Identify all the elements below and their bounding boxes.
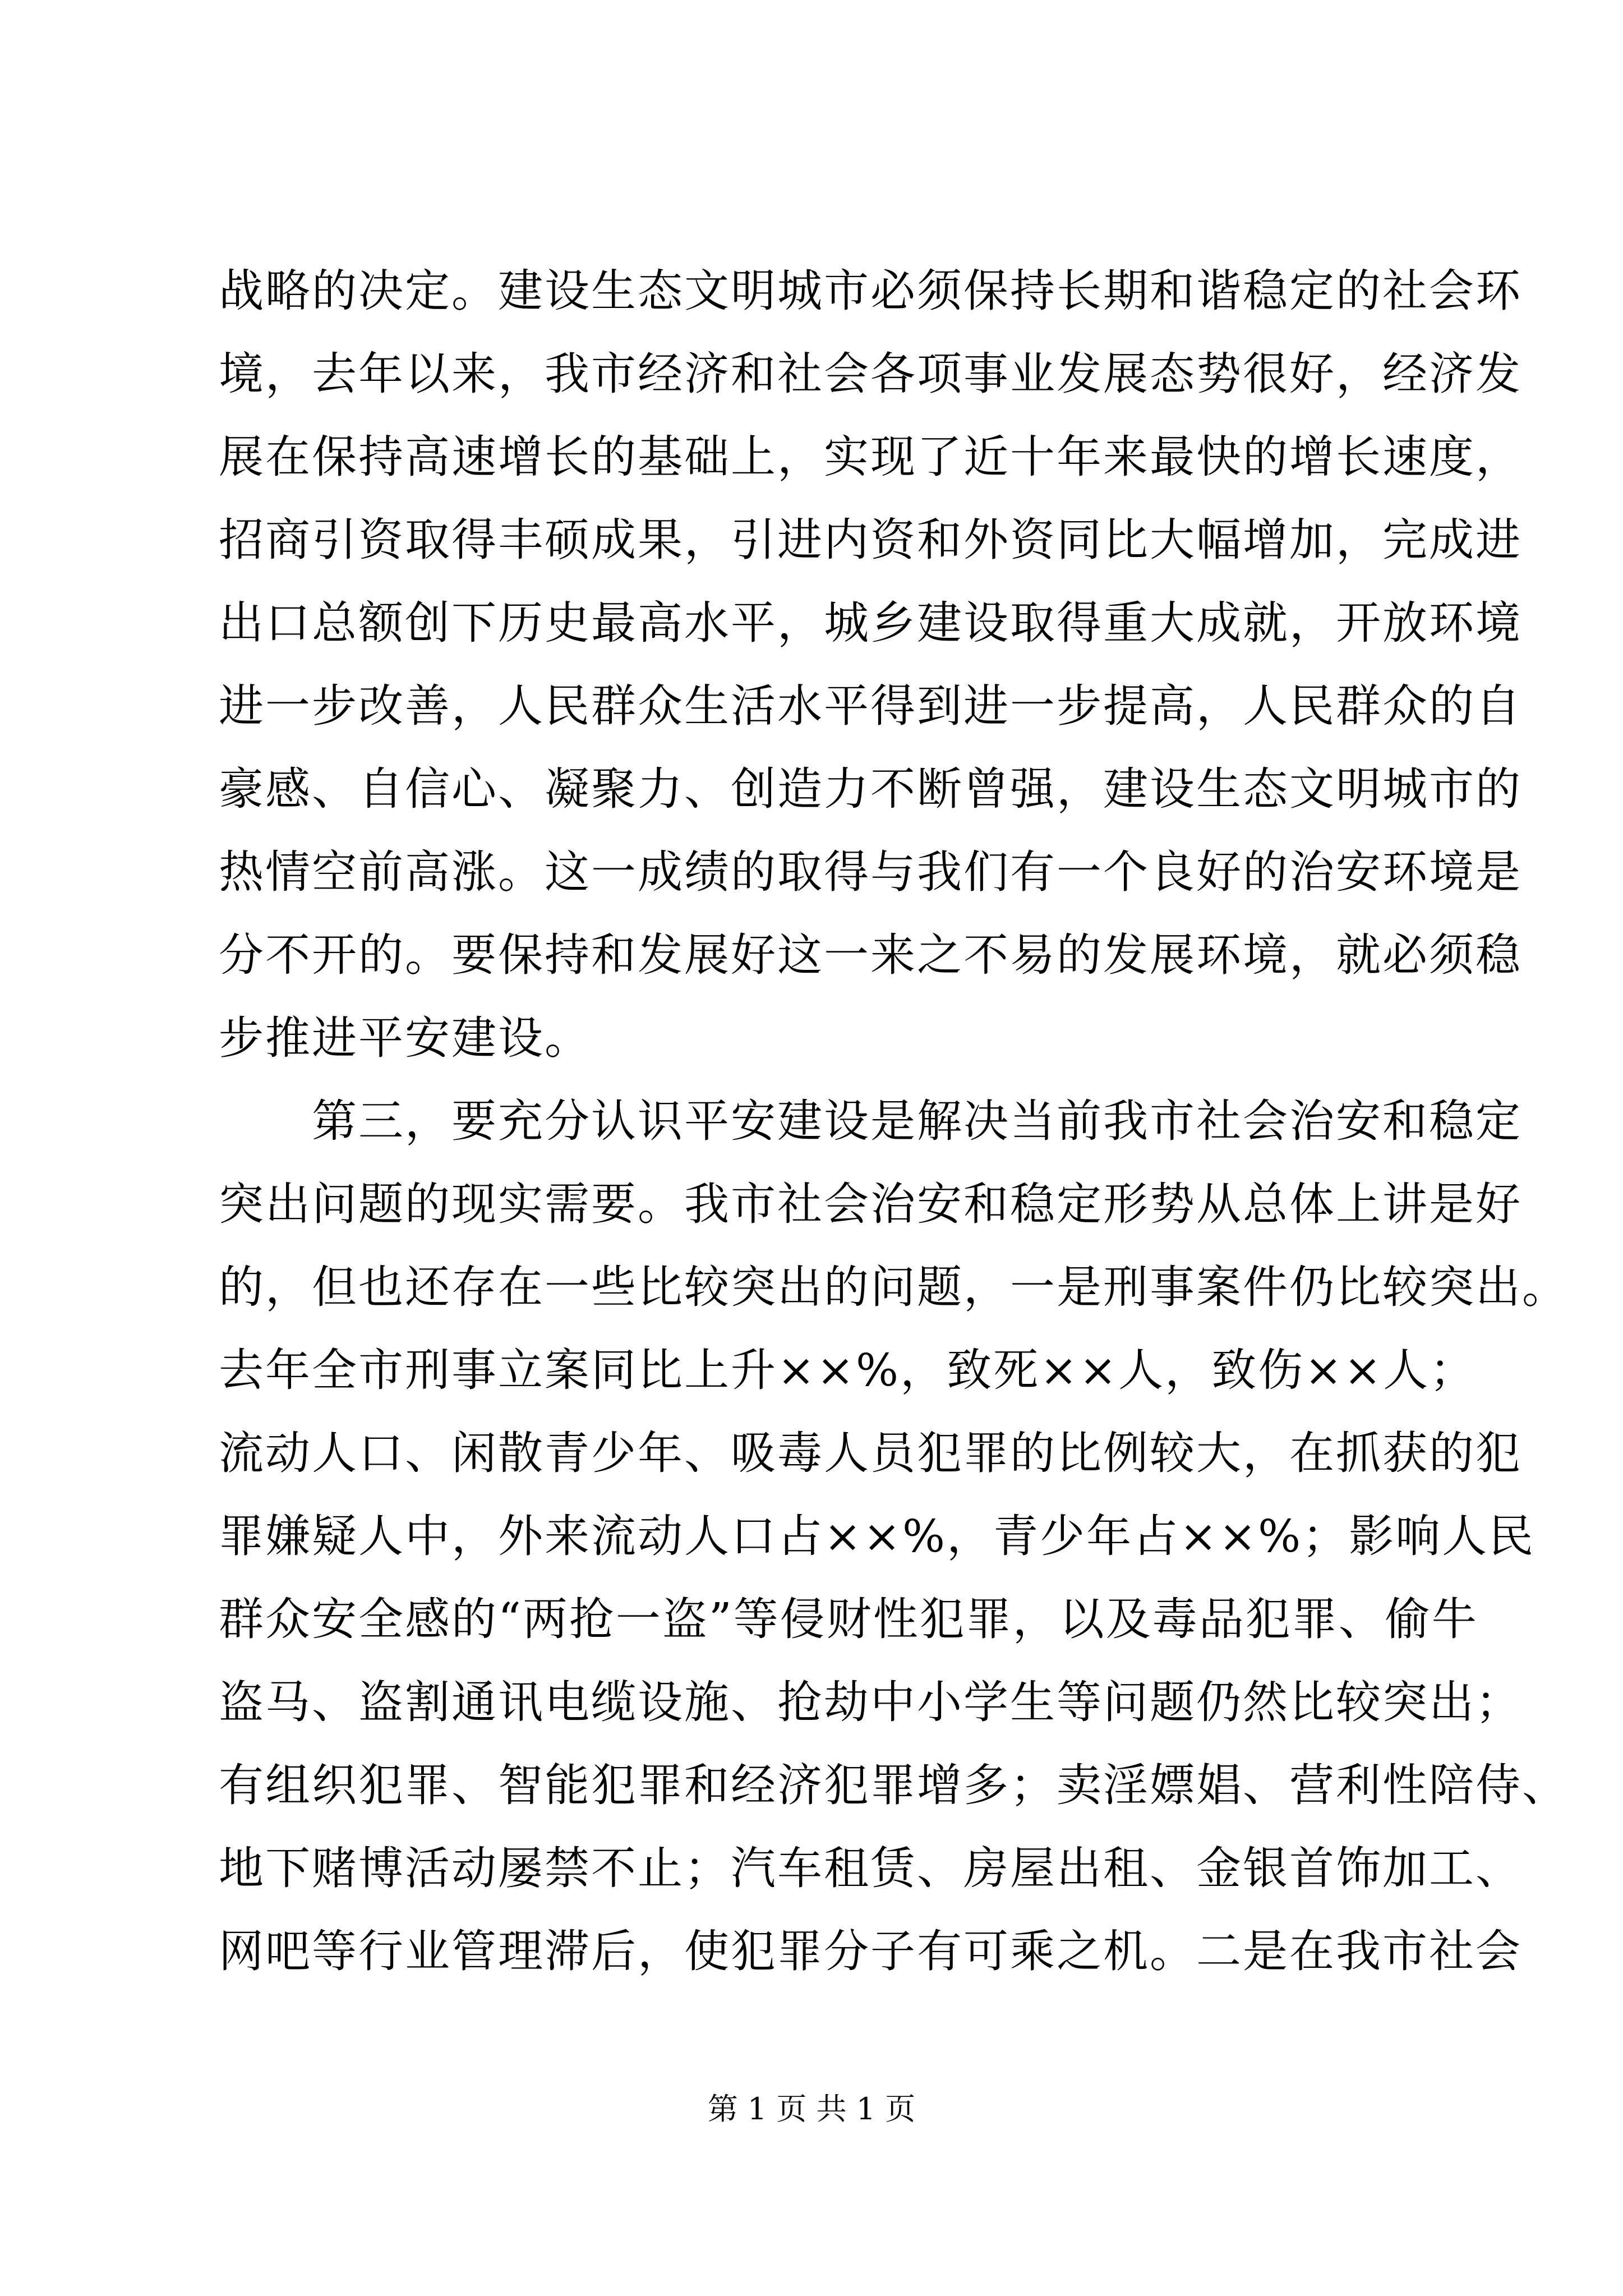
text-line: 展在保持高速增长的基础上，实现了近十年来最快的增长速度， — [219, 431, 1522, 483]
text-line: 进一步改善，人民群众生活水平得到进一步提高，人民群众的自 — [219, 680, 1522, 732]
text-line: 去年全市刑事立案同比上升××%，致死××人，致伤××人； — [219, 1344, 1477, 1396]
text-line: 地下赌博活动屡禁不止；汽车租赁、房屋出租、金银首饰加工、 — [219, 1842, 1522, 1894]
text-line: 罪嫌疑人中，外来流动人口占××%，青少年占××%；影响人民 — [219, 1510, 1536, 1562]
text-line: 有组织犯罪、智能犯罪和经济犯罪增多；卖淫嫖娼、营利性陪侍、 — [219, 1759, 1569, 1811]
text-line: 的，但也还存在一些比较突出的问题，一是刑事案件仍比较突出。 — [219, 1261, 1569, 1313]
text-line: 分不开的。要保持和发展好这一来之不易的发展环境，就必须稳 — [219, 929, 1522, 981]
text-line: 网吧等行业管理滞后，使犯罪分子有可乘之机。二是在我市社会 — [219, 1925, 1522, 1977]
text-line: 突出问题的现实需要。我市社会治安和稳定形势从总体上讲是好 — [219, 1178, 1522, 1230]
page-number-label: 第 1 页 共 1 页 — [707, 2091, 916, 2127]
body-text — [219, 250, 1569, 1993]
text-line: 境，去年以来，我市经济和社会各项事业发展态势很好，经济发 — [219, 348, 1522, 400]
text-line: 出口总额创下历史最高水平，城乡建设取得重大成就，开放环境 — [219, 597, 1522, 649]
text-line: 流动人口、闲散青少年、吸毒人员犯罪的比例较大，在抓获的犯 — [219, 1427, 1522, 1479]
text-line: 步推进平安建设。 — [219, 1012, 591, 1064]
text-line: 第三，要充分认识平安建设是解决当前我市社会治安和稳定 — [219, 1095, 1522, 1147]
text-line: 豪感、自信心、凝聚力、创造力不断曾强，建设生态文明城市的 — [219, 763, 1522, 815]
text-line: 盗马、盗割通讯电缆设施、抢劫中小学生等问题仍然比较突出； — [219, 1676, 1522, 1728]
page-footer — [0, 2087, 1623, 2132]
text-line: 战略的决定。建设生态文明城市必须保持长期和谐稳定的社会环 — [219, 265, 1522, 317]
text-line: 热情空前高涨。这一成绩的取得与我们有一个良好的治安环境是 — [219, 846, 1522, 898]
text-line: 招商引资取得丰硕成果，引进内资和外资同比大幅增加，完成进 — [219, 514, 1522, 566]
text-line: 群众安全感的“两抢一盗”等侵财性犯罪，以及毒品犯罪、偷牛 — [219, 1593, 1478, 1645]
